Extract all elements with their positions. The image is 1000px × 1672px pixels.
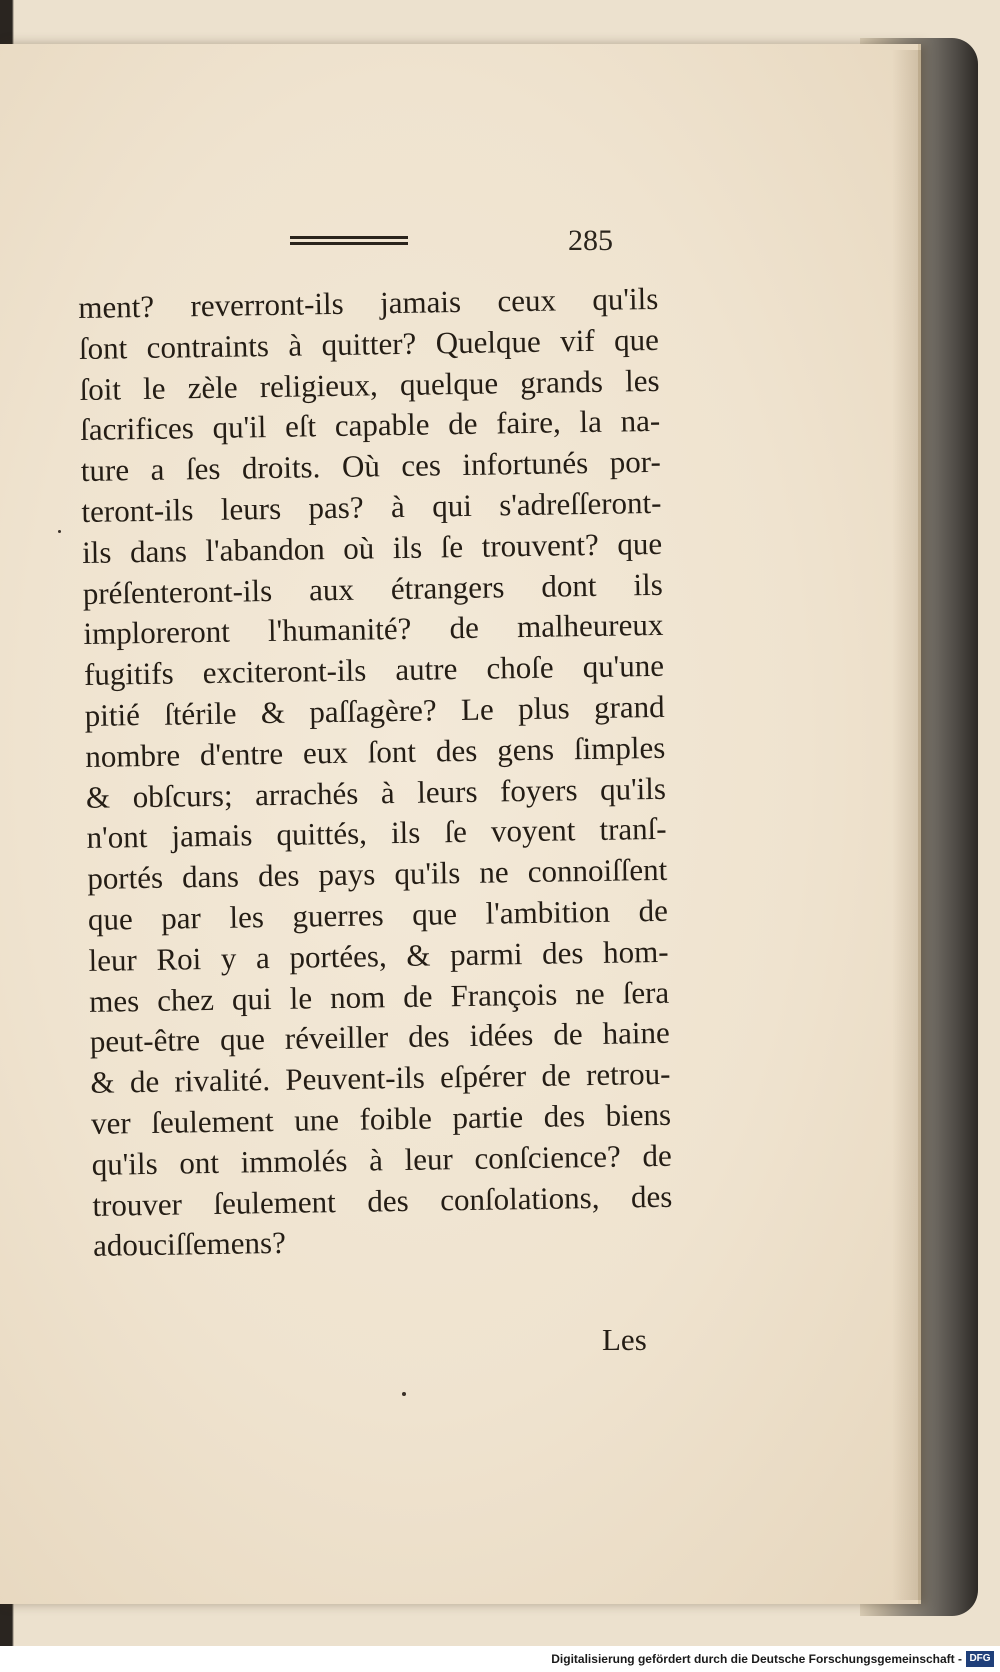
text-line: trouver ſeulement des conſolations, des [92,1178,673,1223]
text-line: fugitifs exciteront-ils autre choſe qu'une [83,648,665,693]
page-number: 285 [568,224,613,257]
text-line: pitié ſtérile & paſſagère? Le plus grand [84,688,665,733]
header-rule-line [290,242,408,245]
text-line: portés dans des pays qu'ils ne connoiſſent [87,851,668,897]
text-line: leur Roi y a portées, & parmi des hom- [88,933,669,978]
paper-speck [402,1392,406,1396]
body-text [78,279,673,1267]
header-rule-line [290,236,408,239]
text-line: ſoit le zèle religieux, quelque grands les [79,362,660,407]
catchword: Les [602,1322,647,1357]
header-rule [290,236,408,246]
text-line: ils dans l'abandon où ils ſe trouvent? que [81,525,663,570]
text-line: ment? reverront-ils jamais ceux qu'ils [78,280,659,325]
text-line: n'ont jamais quittés, ils ſe voyent tranſ- [86,811,667,856]
text-line: ſacrifices qu'il eſt capable de faire, la na- [79,403,661,448]
page-edge-shadow [892,50,922,1600]
dfg-logo: DFG [966,1651,994,1667]
paper-speck [58,530,61,533]
digitization-credit: Digitalisierung gefördert durch die Deutsche Forschungsgemeinschaft - [551,1652,962,1666]
text-line: & de rivalité. Peuvent-ils eſpérer de retrou- [90,1055,671,1101]
text-line: qu'ils ont immolés à leur conſcience? de [91,1137,672,1182]
text-line: préſenteront-ils aux étrangers dont ils [82,566,663,611]
text-line: peut-être que réveiller des idées de haine [89,1015,671,1060]
text-line: nombre d'entre eux ſont des gens ſimples [85,729,666,774]
text-line: adouciſſemens? [92,1225,287,1264]
text-line: mes chez qui le nom de François ne ſera [88,974,670,1019]
text-line: teront-ils leurs pas? à qui s'adreſſeront- [81,484,662,529]
text-line: ver ſeulement une foible partie des biens [90,1096,672,1141]
text-line: & obſcurs; arrachés à leurs foyers qu'ils [85,770,667,815]
text-line: que par les guerres que l'ambition de [87,892,669,937]
text-line: ture a ſes droits. Où ces infortunés por- [80,444,662,489]
text-line: imploreront l'humanité? de malheureux [83,607,664,652]
text-line: ſont contraints à quitter? Quelque vif que [78,321,660,366]
